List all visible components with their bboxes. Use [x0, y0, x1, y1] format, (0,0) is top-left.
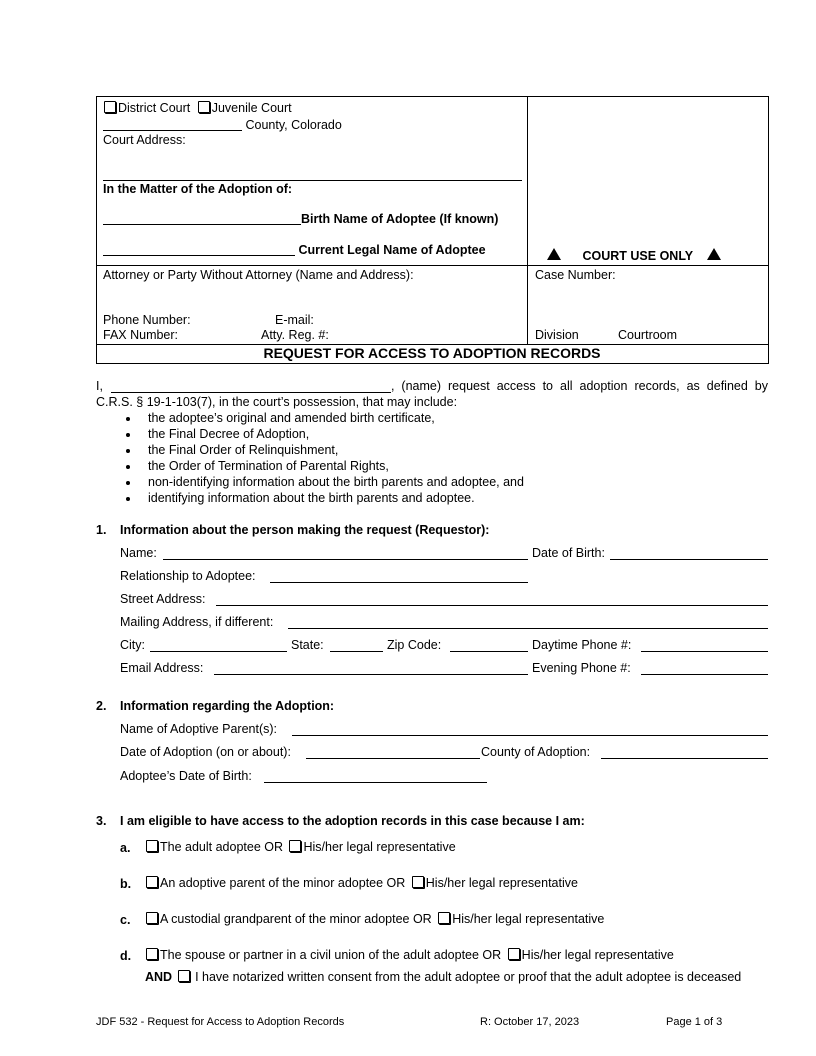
requestor-name-blank[interactable] [111, 380, 391, 393]
adoptee-dob-field[interactable] [264, 782, 487, 783]
bullet-item: identifying information about the birth parents and adoptee. [148, 491, 475, 505]
district-court-checkbox[interactable] [104, 101, 116, 113]
court-type-row [104, 101, 292, 115]
county-label: County, Colorado [245, 118, 342, 132]
item-letter: c. [120, 913, 131, 927]
eve-phone-label: Evening Phone #: [532, 661, 631, 675]
legal-rep-checkbox[interactable] [412, 876, 424, 888]
court-use-only-label: COURT USE ONLY [582, 249, 694, 263]
adoption-county-label: County of Adoption: [481, 745, 591, 759]
adoption-date-field[interactable] [306, 758, 480, 759]
legal-rep-checkbox[interactable] [508, 948, 520, 960]
option-label: The spouse or partner in a civil union of the adult adoptee OR [160, 948, 502, 962]
option-label: His/her legal representative [303, 840, 456, 854]
birth-name-row [103, 212, 498, 226]
current-name-blank[interactable] [103, 243, 295, 256]
section1-heading: Information about the person making the request (Requestor): [120, 523, 490, 537]
city-field[interactable] [150, 651, 287, 652]
state-field[interactable] [330, 651, 383, 652]
option-label: The adult adoptee OR [160, 840, 283, 854]
district-court-label: District Court [118, 101, 191, 115]
email-label: E-mail: [275, 313, 314, 327]
zip-field[interactable] [450, 651, 528, 652]
adoption-county-field[interactable] [601, 758, 768, 759]
email-address-field[interactable] [214, 674, 528, 675]
bullet-dot [126, 433, 130, 437]
eligibility-option [146, 948, 674, 962]
spouse-partner-checkbox[interactable] [146, 948, 158, 960]
fax-label: FAX Number: [103, 328, 179, 342]
bullet-item: the Final Decree of Adoption, [148, 427, 310, 441]
relationship-label: Relationship to Adoptee: [120, 569, 256, 583]
section3-heading: I am eligible to have access to the adoption records in this case because I am: [120, 814, 585, 828]
name-label: Name: [120, 546, 157, 560]
current-name-row [103, 243, 486, 257]
adoption-date-label: Date of Adoption (on or about): [120, 745, 291, 759]
bullet-dot [126, 497, 130, 501]
footer-revision: R: October 17, 2023 [480, 1016, 580, 1028]
eligibility-option [146, 840, 456, 854]
bullet-item: non-identifying information about the birth parents and adoptee, and [148, 475, 524, 489]
item-letter: d. [120, 949, 132, 963]
bullet-dot [126, 449, 130, 453]
legal-rep-checkbox[interactable] [438, 912, 450, 924]
birth-name-label: Birth Name of Adoptee (If known) [301, 212, 499, 226]
caption-divider [527, 96, 528, 345]
intro-line1 [96, 379, 768, 393]
caption-row-divider [96, 265, 768, 266]
atty-reg-label: Atty. Reg. #: [261, 328, 329, 342]
option-label: His/her legal representative [521, 948, 674, 962]
intro-i: I, [96, 379, 103, 393]
zip-label: Zip Code: [387, 638, 442, 652]
intro-request: , (name) request access to all adoption records, as defined by [390, 379, 768, 393]
consent-label: I have notarized written consent from the adult adoptee or proof that the adult adoptee is deceased [195, 970, 742, 984]
mailing-label: Mailing Address, if different: [120, 615, 274, 629]
dob-label: Date of Birth: [532, 546, 605, 560]
name-field[interactable] [163, 559, 528, 560]
option-label: His/her legal representative [452, 912, 605, 926]
matter-label: In the Matter of the Adoption of: [103, 182, 293, 196]
bullet-dot [126, 481, 130, 485]
courtroom-label: Courtroom [618, 328, 678, 342]
adoptee-dob-label: Adoptee’s Date of Birth: [120, 769, 252, 783]
legal-rep-checkbox[interactable] [289, 840, 301, 852]
day-phone-label: Daytime Phone #: [532, 638, 632, 652]
bullet-item: the Order of Termination of Parental Rights, [148, 459, 389, 473]
item-letter: b. [120, 877, 132, 891]
section2-number: 2. [96, 699, 107, 713]
current-name-label: Current Legal Name of Adoptee [298, 243, 486, 257]
city-label: City: [120, 638, 145, 652]
state-label: State: [291, 638, 324, 652]
section3-number: 3. [96, 814, 107, 828]
intro-line2: C.R.S. § 19-1-103(7), in the court’s possession, that may include: [96, 395, 458, 409]
relationship-field[interactable] [270, 582, 528, 583]
bullet-item: the Final Order of Relinquishment, [148, 443, 339, 457]
bullet-item: the adoptee’s original and amended birth certificate, [148, 411, 435, 425]
adoptive-parents-label: Name of Adoptive Parent(s): [120, 722, 278, 736]
street-label: Street Address: [120, 592, 206, 606]
option-label: An adoptive parent of the minor adoptee OR [160, 876, 406, 890]
caption-box [96, 96, 769, 364]
court-use-only-row [547, 248, 721, 263]
consent-row [145, 970, 741, 984]
adoptive-parents-field[interactable] [292, 735, 768, 736]
division-label: Division [535, 328, 579, 342]
court-address-label: Court Address: [103, 133, 186, 147]
bullet-dot [126, 417, 130, 421]
dob-field[interactable] [610, 559, 768, 560]
notarized-consent-checkbox[interactable] [178, 970, 190, 982]
up-triangle-icon [547, 248, 561, 260]
bullet-dot [126, 465, 130, 469]
up-triangle-icon [707, 248, 721, 260]
phone-label: Phone Number: [103, 313, 191, 327]
adoptive-parent-checkbox[interactable] [146, 876, 158, 888]
day-phone-field[interactable] [641, 651, 768, 652]
section2-heading: Information regarding the Adoption: [120, 699, 335, 713]
county-row [103, 118, 342, 132]
adult-adoptee-checkbox[interactable] [146, 840, 158, 852]
eligibility-option [146, 912, 604, 926]
and-label: AND [145, 970, 173, 984]
footer-page: Page 1 of 3 [666, 1016, 723, 1028]
option-label: His/her legal representative [425, 876, 578, 890]
mailing-field[interactable] [288, 628, 768, 629]
eligibility-option [146, 876, 578, 890]
custodial-grandparent-checkbox[interactable] [146, 912, 158, 924]
footer-form-id: JDF 532 - Request for Access to Adoption Records [96, 1016, 345, 1028]
attorney-label: Attorney or Party Without Attorney (Name and Address): [103, 268, 414, 282]
juvenile-court-label: Juvenile Court [211, 101, 292, 115]
email-address-label: Email Address: [120, 661, 204, 675]
birth-name-blank[interactable] [103, 212, 301, 225]
matter-underline [103, 180, 522, 181]
item-letter: a. [120, 841, 131, 855]
option-label: A custodial grandparent of the minor adoptee OR [160, 912, 432, 926]
street-field[interactable] [216, 605, 768, 606]
form-title: REQUEST FOR ACCESS TO ADOPTION RECORDS [263, 345, 601, 361]
juvenile-court-checkbox[interactable] [198, 101, 210, 113]
case-number-label: Case Number: [535, 268, 616, 282]
section1-number: 1. [96, 523, 107, 537]
county-blank[interactable] [103, 118, 242, 131]
eve-phone-field[interactable] [641, 674, 768, 675]
